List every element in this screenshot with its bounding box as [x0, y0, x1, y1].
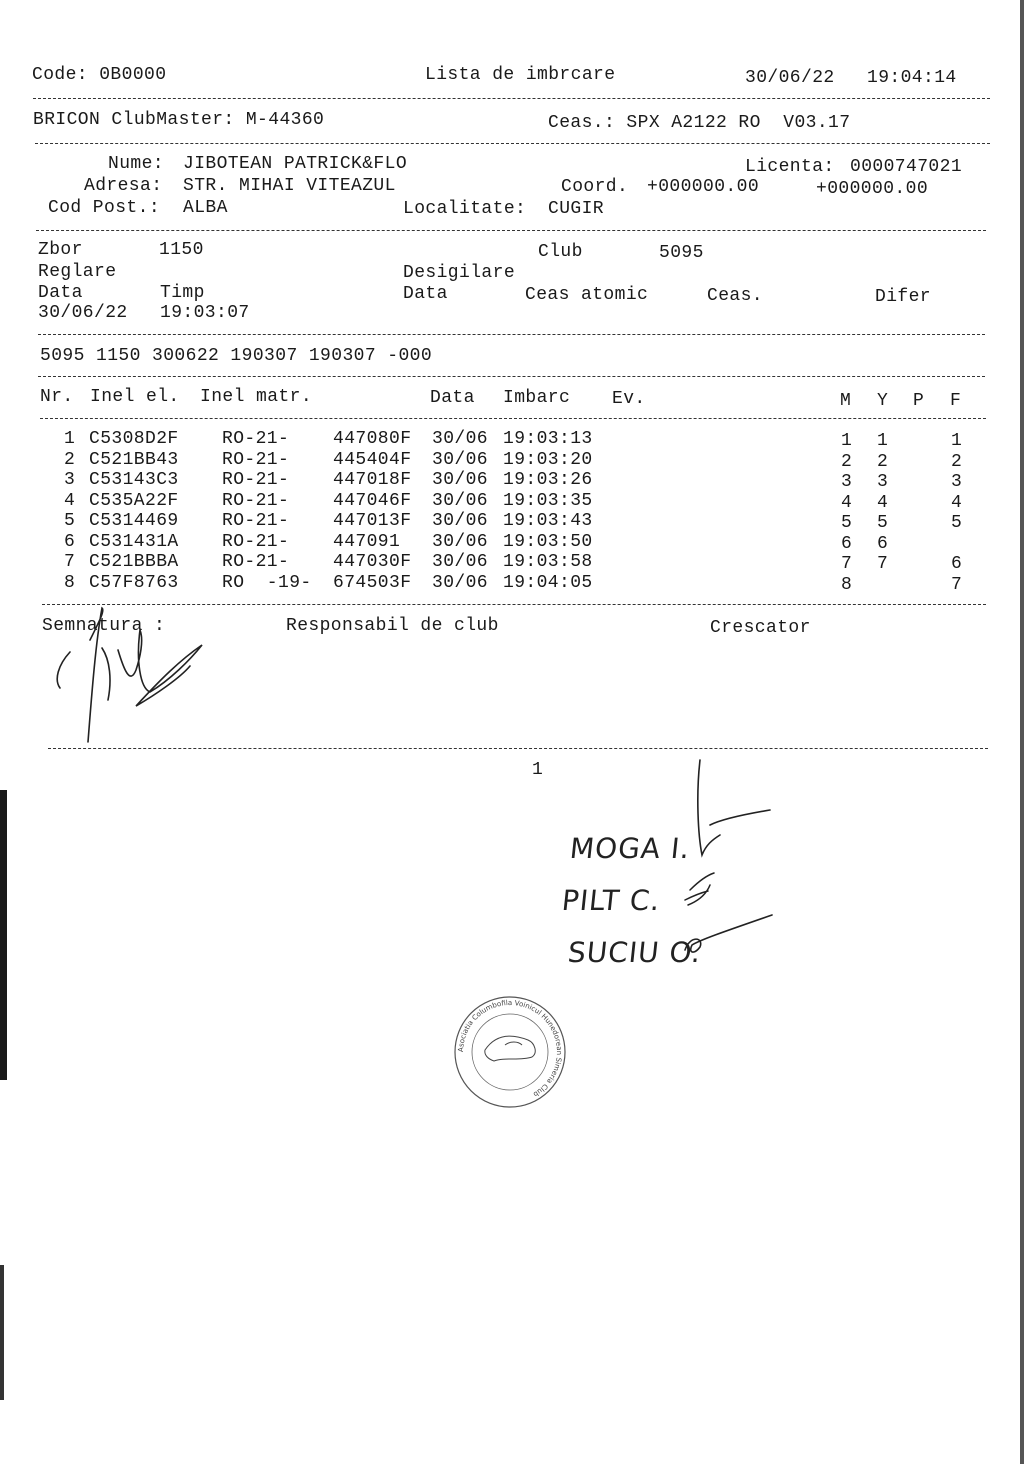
- col-ev: Ev.: [612, 389, 646, 409]
- row-country: RO-21-: [222, 450, 290, 470]
- row-country: RO-21-: [222, 552, 290, 572]
- row-m: 4: [841, 493, 853, 513]
- table-row: [0, 552, 1024, 573]
- row-nr: 1: [64, 429, 76, 449]
- desigilare-label: Desigilare: [403, 263, 516, 283]
- coord-longitude: +000000.00: [816, 179, 929, 199]
- difer-label: Difer: [875, 287, 932, 307]
- divider: [48, 748, 988, 749]
- row-m: 5: [841, 513, 853, 533]
- handwritten-name-1: MOGA I.: [568, 832, 692, 865]
- divider: [38, 334, 985, 335]
- zbor-label: Zbor: [38, 240, 83, 260]
- flight-code-line: 5095 1150 300622 190307 190307 -000: [40, 346, 433, 366]
- col-data: Data: [430, 388, 475, 408]
- row-y: 7: [877, 554, 889, 574]
- print-time: 19:04:14: [867, 68, 957, 88]
- page-number: 1: [532, 760, 544, 780]
- zbor-value: 1150: [159, 240, 204, 260]
- row-m: 3: [841, 472, 853, 492]
- responsabil-label: Responsabil de club: [286, 616, 499, 636]
- table-row: [0, 450, 1024, 471]
- table-row: [0, 532, 1024, 553]
- ceas-atomic-label: Ceas atomic: [525, 285, 649, 305]
- row-data: 30/06: [432, 511, 489, 531]
- col-m: M: [840, 391, 852, 411]
- row-inel-matr: 447018F: [333, 470, 412, 490]
- divider: [40, 418, 986, 419]
- row-inel-el: C521BBBA: [89, 552, 179, 572]
- row-inel-el: C5314469: [89, 511, 179, 531]
- timp-label: Timp: [160, 283, 205, 303]
- row-data: 30/06: [432, 532, 489, 552]
- row-inel-el: C521BB43: [89, 450, 179, 470]
- row-y: 1: [877, 431, 889, 451]
- row-nr: 8: [64, 573, 76, 593]
- row-inel-matr: 447046F: [333, 491, 412, 511]
- row-data: 30/06: [432, 573, 489, 593]
- row-time: 19:03:20: [503, 450, 593, 470]
- data-label: Data: [38, 283, 83, 303]
- name-label: Nume:: [108, 154, 165, 174]
- license-number: 0000747021: [850, 157, 963, 177]
- semnatura-label: Semnatura :: [42, 616, 166, 636]
- row-m: 1: [841, 431, 853, 451]
- row-nr: 4: [64, 491, 76, 511]
- row-inel-el: C57F8763: [89, 573, 179, 593]
- scan-edge-left-lower: [0, 1265, 4, 1400]
- row-f: 1: [951, 431, 963, 451]
- coord-latitude: +000000.00: [647, 177, 760, 197]
- row-y: 3: [877, 472, 889, 492]
- row-time: 19:03:50: [503, 532, 593, 552]
- row-data: 30/06: [432, 552, 489, 572]
- row-inel-matr: 674503F: [333, 573, 412, 593]
- handwritten-name-2: PILT C.: [560, 884, 663, 917]
- row-country: RO-21-: [222, 511, 290, 531]
- row-y: 6: [877, 534, 889, 554]
- row-time: 19:03:26: [503, 470, 593, 490]
- reglare-label: Reglare: [38, 262, 117, 282]
- row-inel-el: C535A22F: [89, 491, 179, 511]
- stamp-text: Asociatia Columbofila Voinicul Hunedorean Simeria Club: [456, 998, 564, 1099]
- print-date: 30/06/22: [745, 68, 835, 88]
- clock-id: Ceas.: SPX A2122 RO V03.17: [548, 113, 851, 133]
- row-nr: 6: [64, 532, 76, 552]
- row-inel-matr: 447030F: [333, 552, 412, 572]
- row-data: 30/06: [432, 429, 489, 449]
- row-country: RO-21-: [222, 429, 290, 449]
- divider: [36, 230, 986, 231]
- row-nr: 5: [64, 511, 76, 531]
- col-inel-el: Inel el.: [90, 387, 180, 407]
- col-nr: Nr.: [40, 387, 74, 407]
- col-f: F: [950, 391, 962, 411]
- row-country: RO -19-: [222, 573, 312, 593]
- row-inel-matr: 447080F: [333, 429, 412, 449]
- row-m: 8: [841, 575, 853, 595]
- code-label: Code: 0B0000: [32, 65, 167, 85]
- row-f: 4: [951, 493, 963, 513]
- data2-label: Data: [403, 284, 448, 304]
- row-country: RO-21-: [222, 532, 290, 552]
- row-f: 7: [951, 575, 963, 595]
- row-f: 5: [951, 513, 963, 533]
- postal-label: Cod Post.:: [48, 198, 161, 218]
- owner-address: STR. MIHAI VITEAZUL: [183, 176, 396, 196]
- scan-edge-left: [0, 790, 7, 1080]
- row-country: RO-21-: [222, 470, 290, 490]
- license-label: Licenta:: [745, 157, 835, 177]
- row-inel-el: C531431A: [89, 532, 179, 552]
- owner-locality: CUGIR: [548, 199, 605, 219]
- crescator-label: Crescator: [710, 618, 811, 638]
- document-title: Lista de imbrcare: [425, 65, 616, 85]
- row-time: 19:03:43: [503, 511, 593, 531]
- table-row: [0, 491, 1024, 512]
- row-country: RO-21-: [222, 491, 290, 511]
- reglare-date: 30/06/22: [38, 303, 128, 323]
- club-stamp: [450, 995, 570, 1110]
- clubmaster-id: BRICON ClubMaster: M-44360: [33, 110, 325, 130]
- col-p: P: [913, 391, 925, 411]
- col-y: Y: [877, 391, 889, 411]
- row-f: 6: [951, 554, 963, 574]
- ceas-label: Ceas.: [707, 286, 764, 306]
- row-time: 19:03:35: [503, 491, 593, 511]
- club-value: 5095: [659, 243, 704, 263]
- divider: [38, 376, 985, 377]
- row-data: 30/06: [432, 491, 489, 511]
- row-y: 2: [877, 452, 889, 472]
- row-f: 2: [951, 452, 963, 472]
- table-row: [0, 511, 1024, 532]
- row-time: 19:03:58: [503, 552, 593, 572]
- row-data: 30/06: [432, 470, 489, 490]
- divider: [33, 98, 990, 99]
- row-inel-matr: 447013F: [333, 511, 412, 531]
- row-inel-matr: 447091: [333, 532, 401, 552]
- signature-ink: [40, 600, 220, 750]
- row-time: 19:03:13: [503, 429, 593, 449]
- row-m: 6: [841, 534, 853, 554]
- locality-label: Localitate:: [403, 199, 527, 219]
- row-y: 4: [877, 493, 889, 513]
- row-inel-el: C53143C3: [89, 470, 179, 490]
- owner-postal: ALBA: [183, 198, 228, 218]
- row-data: 30/06: [432, 450, 489, 470]
- committee-signatures-ink: [680, 755, 790, 975]
- row-nr: 7: [64, 552, 76, 572]
- row-inel-matr: 445404F: [333, 450, 412, 470]
- row-nr: 3: [64, 470, 76, 490]
- col-inel-matr: Inel matr.: [200, 387, 313, 407]
- row-m: 2: [841, 452, 853, 472]
- table-row: [0, 429, 1024, 450]
- row-m: 7: [841, 554, 853, 574]
- row-time: 19:04:05: [503, 573, 593, 593]
- coord-label: Coord.: [561, 177, 629, 197]
- table-row: [0, 573, 1024, 594]
- club-label: Club: [538, 242, 583, 262]
- row-y: 5: [877, 513, 889, 533]
- row-nr: 2: [64, 450, 76, 470]
- divider: [35, 143, 990, 144]
- owner-name: JIBOTEAN PATRICK&FLO: [183, 154, 408, 174]
- scan-edge-right: [1020, 0, 1024, 1464]
- table-row: [0, 470, 1024, 491]
- col-imbarc: Imbarc: [503, 388, 571, 408]
- handwritten-name-3: SUCIU O.: [566, 936, 704, 969]
- reglare-time: 19:03:07: [160, 303, 250, 323]
- row-f: 3: [951, 472, 963, 492]
- address-label: Adresa:: [84, 176, 163, 196]
- row-inel-el: C5308D2F: [89, 429, 179, 449]
